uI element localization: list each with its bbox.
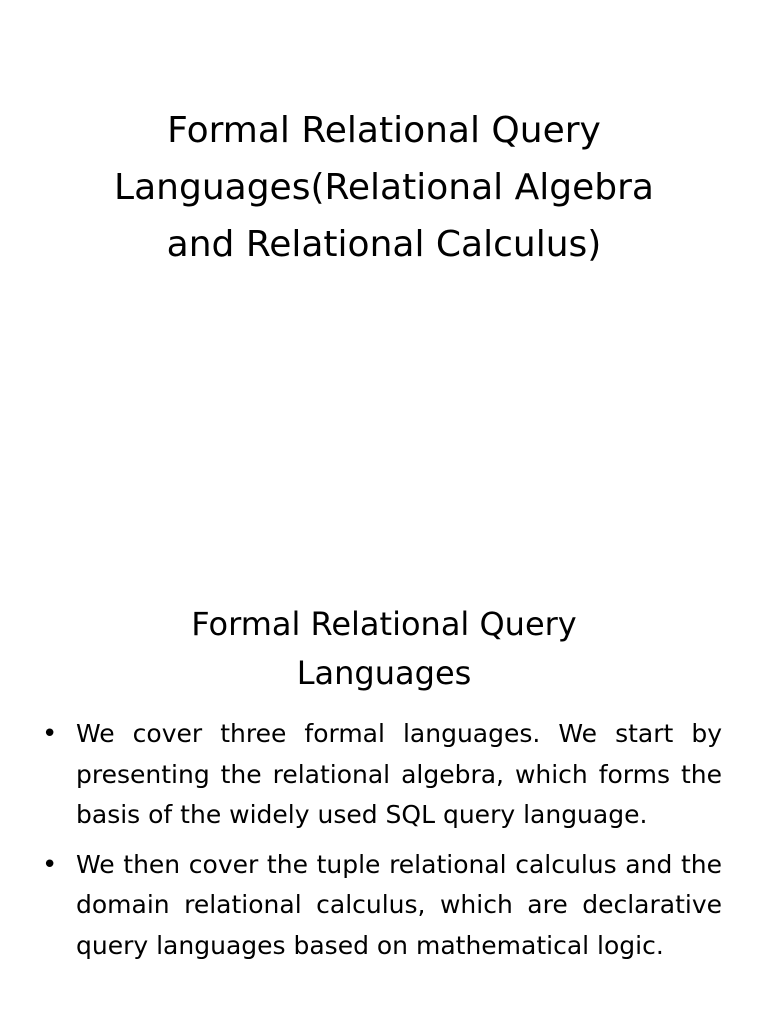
bullet-text: We then cover the tuple relational calculus and the domain relational calculus, which are declarative query languages based on mathematical logic. <box>76 849 722 960</box>
bullet-icon: • <box>42 719 58 749</box>
bullet-item <box>42 845 722 967</box>
bullet-item <box>42 714 722 836</box>
presentation-title-line: and Relational Calculus) <box>166 224 602 265</box>
slide-title <box>90 600 678 698</box>
bullet-icon: • <box>42 849 58 880</box>
presentation-title-line: Formal Relational Query <box>167 110 601 151</box>
slide-title-line: Formal Relational Query <box>191 605 577 643</box>
presentation-title-line: Languages(Relational Algebra <box>114 167 654 208</box>
bullet-text: We cover three formal languages. We start by presenting the relational algebra, which forms the basis of the widely used SQL query language. <box>76 719 722 829</box>
bullet-list <box>42 714 722 975</box>
presentation-title <box>60 102 708 273</box>
content-slide <box>0 576 768 1024</box>
slide-title-line: Languages <box>296 654 472 692</box>
